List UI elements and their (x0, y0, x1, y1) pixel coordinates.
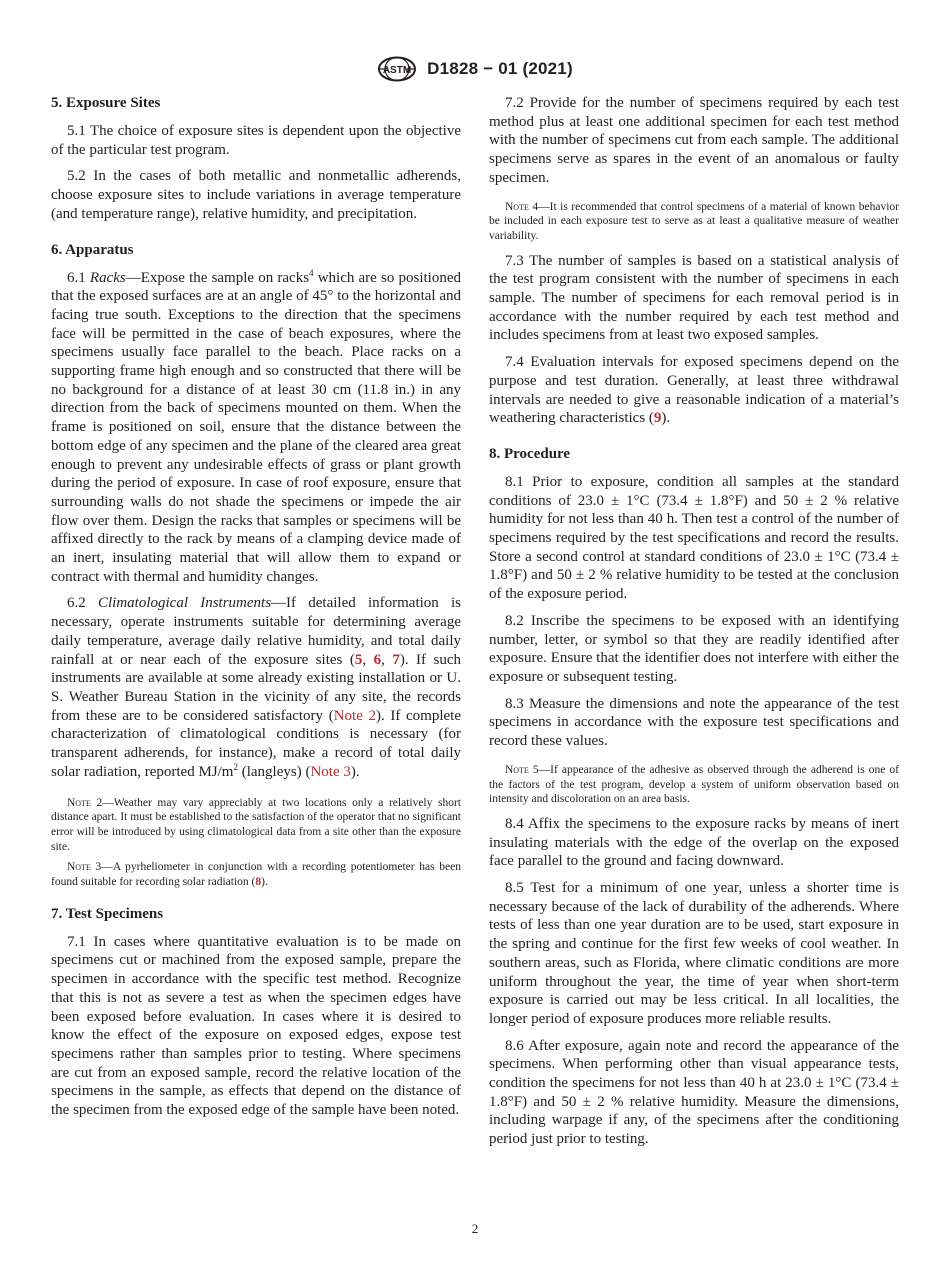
paragraph-6-2: 6.2 Climatological Instruments—If detailed information is necessary, operate instruments suitable for determining average daily temperature, average daily relative humidity, and total daily rainfall at or near each of the exposure sites (5, 6, 7). If such instruments are available at some already existing installation or U. S. Weather Bureau Station in the vicinity of any site, the records from these are to be considered satisfactory (Note 2). If complete characterization of climatological conditions is necessary (for transparent adherends, for instance), make a record of total daily solar radiation, reported $MJ/m^2$ (langleys) (Note 3). (51, 595, 462, 780)
paragraph-8-5: 8.5 Test for a minimum of one year, unless a shorter time is necessary because of the lack of durability of the adherends. Where tests of less than one year duration are to be used, start exposure in the spring and continue for the first few weeks of cool weather. In southern areas, such as Florida, where climatic conditions are more uniform throughout the year, the time of year when short-term exposure is carried out may be less critical. In all localities, the longer period of exposure produces more reliable results. (489, 880, 899, 1027)
note-2: Note 2—Weather may vary appreciably at two locations only a relatively short distance apart. It must be established to the satisfaction of the operator that no significant error will be introduced by using climatological data from a site other than the exposure site. (51, 796, 462, 853)
paragraph-7-4: 7.4 Evaluation intervals for exposed specimens depend on the purpose and test duration. Generally, at least three withdrawal intervals are needed to give a reasonable indication of a material’s weathering characteristics (9). (489, 354, 899, 427)
note-3: Note 3—A pyrheliometer in conjunction with a recording potentiometer has been found suitable for recording solar radiation (8). (51, 861, 461, 889)
left-column (51, 94, 461, 1128)
paragraph-6-1: 6.1 Racks—Expose the sample on racks$^4$ which are so positioned that the exposed surfaces are at an angle of 45° to the horizontal and facing true south. Exceptions to the direction that the specimens face will be permitted in the case of beach exposures, where the specimens usually face parallel to the beach. Place racks on a supporting frame high enough and so constructed that there will be no background for a distance of at least 30 cm (11.8 in.) in any direction from the back of specimens mounted on them. When the frame is positioned on soil, ensure that the distance between the bottom edge of any specimen and the plane of the cleared area great enough to prevent any undesirable effects of grass or plant growth during the period of exposure. In case of roof exposure, ensure that surrounding walls do not shade the specimens or impede the air flow over them. Design the racks that samples or specimens will be affixed directly to the rack by means of a clamping device made of an inert, insulating material that will allow them to expand or contract with thermal and humidity changes. (51, 267, 461, 585)
reference-link-6[interactable]: 6 (373, 651, 382, 668)
paragraph-7-3: 7.3 The number of samples is based on a statistical analysis of the test program consistent with the number of specimens in each sample. The number of specimens for each removal period is in accordance with the number required by each test method and includes specimens from at least two exposed samples. (489, 252, 899, 344)
reference-link-8[interactable]: 8 (255, 876, 262, 889)
note-2-link[interactable]: Note 2 (333, 707, 376, 724)
section-7-heading: 7. Test Specimens (51, 905, 164, 922)
paragraph-8-3: 8.3 Measure the dimensions and note the appearance of the test specimens in accordance with the exposure test specifications and record these values. (489, 695, 899, 750)
document-designation: D1828 − 01 (2021) (427, 59, 573, 78)
note-5: Note 5—If appearance of the adhesive as observed through the adherend is one of the factors of the test program, develop a system of uniform observation based on intensity and discoloration on an area basis. (489, 763, 900, 806)
svg-text:ASTM: ASTM (383, 65, 412, 76)
section-8-heading: 8. Procedure (489, 445, 571, 462)
paragraph-8-6: 8.6 After exposure, again note and record the appearance of the specimens. When performing other than visual appearance tests, condition the specimens for not less than 40 h at 23.0 ± 1°C (73.4 ± 1.8°F) and 50 ± 2 % relative humidity. Measure the dimensions, including warpage if any, of the specimens after the conditioning period just prior to testing. (489, 1037, 899, 1148)
note-4: Note 4—It is recommended that control specimens of a material of known behavior be included in each exposure test to serve as at least a qualitative measure of weather variability. (489, 200, 900, 242)
paragraph-8-2: 8.2 Inscribe the specimens to be exposed with an identifying number, letter, or symbol so that they are readily identified after exposure. Ensure that the identifier does not interfere with either the exposure or subsequent testing. (489, 612, 899, 685)
right-column (489, 94, 899, 1157)
reference-link-7[interactable]: 7 (392, 651, 400, 668)
reference-link-5[interactable]: 5 (354, 651, 363, 668)
page-number: 2 (471, 1221, 479, 1236)
paragraph-5-2: 5.2 In the cases of both metallic and nonmetallic adherends, choose exposure sites to include variations in average temperature (and temperature range), relative humidity, and precipitation. (51, 168, 461, 222)
paragraph-7-1: 7.1 In cases where quantitative evaluation is to be made on specimens cut or machined from the exposed sample, prepare the specimen in accordance with the specific test method. Recognize that this is not as severe a test as when the specimen edges have been exposed before evaluation. In cases where it is desired to know the effect of the exposure on exposed edges, expose test specimens rather than samples prior to testing. Where specimens are cut from an exposed sample, record the relative location of the specimens in the sample, as effects that depend on the distance of the specimen from the exposed edge of the sample have been noted. (51, 933, 461, 1119)
section-6-heading: 6. Apparatus (51, 241, 134, 258)
astm-logo-icon (377, 56, 417, 82)
section-5-heading: 5. Exposure Sites (51, 95, 161, 111)
note-3-link[interactable]: Note 3 (310, 763, 351, 780)
reference-link-9[interactable]: 9 (653, 410, 662, 427)
paragraph-5-1: 5.1 The choice of exposure sites is dependent upon the objective of the particular test program. (51, 123, 461, 158)
paragraph-8-4: 8.4 Affix the specimens to the exposure racks by means of inert insulating materials with the edge of the overlap on the exposed face parallel to the ground and facing downward. (489, 815, 899, 870)
paragraph-7-2: 7.2 Provide for the number of specimens required by each test method plus at least one additional specimen for each test method with the number of specimens cut from each sample. The additional specimens serve as spares in the event of an anomalous or faulty specimen. (489, 95, 899, 186)
page-header (0, 56, 950, 82)
paragraph-8-1: 8.1 Prior to exposure, condition all samples at the standard conditions of 23.0 ± 1°C (73.4 ± 1.8°F) and 50 ± 2 % relative humidity for not less than 40 h. Then test a control of the number of specimens required by the test specifications and record the results. Store a second control at standard conditions of 23.0 ± 1°C (73.4 ± 1.8°F) and 50 ± 2 % relative humidity to be tested at the conclusion of the exposure period. (489, 473, 899, 603)
